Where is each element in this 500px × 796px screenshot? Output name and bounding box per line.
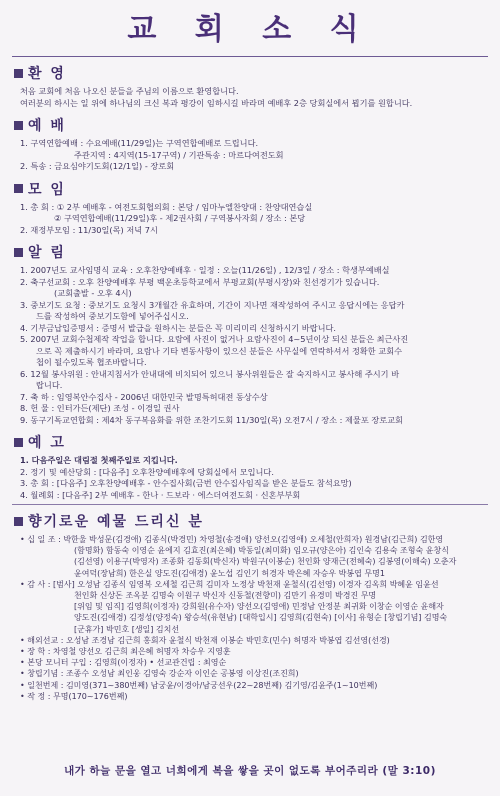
offering-item: 천인화 신상돈 조옥분 김명숙 이원구 박신자 신동철(전향미) 김만기 유경미 박경진 무명 — [74, 591, 377, 601]
preview-heading — [14, 432, 486, 452]
offering-item: • 일천번제 : 김미영(371~380번째) 남궁윤/이경아/남궁선우(22~28번째) 김기영/김윤주(1~10번째) — [20, 680, 378, 690]
worship-heading — [14, 115, 486, 135]
news-item: 9. 동구기독교연합회 : 제4차 동구복음화를 위한 조찬기도회 11/30일(목) 오전7시 / 장소 : 제물포 장로교회 — [20, 414, 403, 425]
welcome-title: 환 영 — [28, 66, 66, 82]
offering-item: • 창립기념 : 조종수 오성남 최인웅 김영숙 강순자 이인순 공봉영 이상진(조진희) — [20, 669, 299, 679]
offering-item: • 해외선교 : 오성남 조경남 김근희 홍회자 윤철식 박천재 이봉순 박민호(민수) 허명자 박봉엽 김선영(선경) — [20, 635, 390, 645]
square-bullet-icon — [14, 248, 23, 257]
news-item: 첩이 될수있도록 협조바랍니다. — [36, 357, 147, 367]
news-item: 4. 기부금납입증명서 : 증명서 발급을 원하시는 분들은 꼭 미리미리 신청하시기 바랍니다. — [20, 322, 337, 333]
meetings-item: 2. 재정부모임 : 11/30일(목) 저녁 7시 — [20, 224, 158, 235]
scripture-verse: 내가 하늘 문을 열고 너희에게 복을 쌓을 곳이 없도록 부어주리라 (말 3:10) — [64, 765, 436, 777]
offering-item: (김선영) 이용구(박영자) 조종화 김동회(박신자) 박원구(이봉순) 천인화 양재근(전혜숙) 김봉영(이해숙) 오춘자 — [74, 557, 457, 567]
worship-item: 주관지역 : 4지역(15-17구역) / 기관특송 : 마르다여전도회 — [74, 149, 284, 160]
page-title: 교 회 소 식 — [127, 12, 373, 47]
square-bullet-icon — [14, 184, 23, 193]
offering-item: [위임 및 임직] 김영희(이정자) 강희원(유수자) 양선오(김영애) 민정남 안정분 최귀화 이창순 이영순 윤해자 — [74, 602, 444, 612]
square-bullet-icon — [14, 438, 23, 447]
preview-item: 3. 총 회 : [다음주] 오후찬양예배후 - 안수집사회(금번 안수집사임직을 받은 분들도 참석요망) — [20, 478, 352, 488]
worship-item: 1. 구역연합예배 : 수요예배(11/29일)는 구역연합예배로 드립니다. — [20, 138, 259, 148]
title-divider — [12, 56, 488, 57]
news-item: 8. 헌 물 : 인터가든(제단) 조성 - 이경일 권사 — [20, 403, 180, 413]
meetings-item: 1. 총 회 : ① 2부 예배후 - 여전도회협의회 : 본당 / 임마누엘찬양대 : 찬양대연습실 — [20, 201, 313, 212]
worship-item: 2. 특송 : 금요심야기도회(12/1일) - 장로회 — [20, 161, 175, 171]
offering-item: • 장 학 : 차영철 양선오 김근희 최은혜 허명자 차승우 지영훈 — [20, 647, 231, 657]
worship-title: 예 배 — [28, 118, 66, 134]
offering-item: • 본당 모니터 구입 : 김영희(이정자) • 선교관건립 : 최영순 — [20, 658, 227, 668]
news-item: 3. 중보기도 요청 : 중보기도 요청시 3개월간 유효하며, 기간이 지나면 재작성하여 주시고 응답시에는 응답카 — [20, 299, 405, 310]
preview-item: 1. 다음주일은 대림절 첫째주일로 지킵니다. — [20, 455, 178, 465]
welcome-heading — [14, 63, 486, 83]
meetings-heading — [14, 179, 486, 199]
offering-item: (함명화) 함동숙 이영순 윤에지 김효진(최은혜) 박동일(최미화) 임오규(양은아) 김인숙 김용숙 조형숙 윤창식 — [74, 546, 449, 556]
meetings-title: 모 임 — [28, 181, 66, 198]
preview-item: 2. 정기 및 예산당회 : [다음주] 오후찬양예배후에 당회실에서 모입니다. — [20, 466, 274, 477]
preview-item: 4. 월례회 : [다음주] 2부 예배후 - 한나 · 드보라 · 에스더여전도회 · 신혼부부회 — [20, 489, 301, 500]
news-item: 2. 축구선교회 : 오후 찬양예배후 부평 백운초등학교에서 부평교회(부평시장)와 친선경기가 있습니다. — [20, 276, 380, 287]
square-bullet-icon — [14, 121, 23, 130]
news-heading — [14, 242, 486, 262]
square-bullet-icon — [14, 517, 23, 526]
section-divider — [12, 504, 488, 505]
offering-item: [군휴가] 박민호 [생일] 김치선 — [74, 624, 180, 634]
offering-item: • 작 정 : 무명(170~176번째) — [20, 691, 128, 701]
welcome-line: 처음 교회에 처음 나오신 분들을 주님의 이름으로 환영합니다. — [20, 86, 239, 96]
news-item: 으로 꼭 제출하시기 바라며, 요람나 기타 변동사항이 있으신 분들은 사무실에 연락하셔서 정확한 교회수 — [36, 345, 403, 356]
news-item: 5. 2007년 교회수첩제작 작업을 합니다. 요람에 사진이 없거나 요람사진이 4~5년이상 되신 분들은 최근사진 — [20, 334, 409, 344]
news-title: 알 림 — [28, 245, 66, 261]
news-item: 7. 축 하 : 임영복안수집사 - 2006년 대한민국 발명특허대전 동상수상 — [20, 391, 268, 402]
preview-title: 예 고 — [28, 435, 66, 451]
news-item: (교회출발 - 오후 4시) — [54, 288, 132, 298]
meetings-item: ② 구역연합예배(11/29일)후 - 제2권사회 / 구역봉사자회 / 장소 : 본당 — [54, 213, 306, 223]
news-item: 랍니다. — [36, 380, 63, 390]
offering-item: • 감 사 : [범사] 오성남 김종식 임영복 오세철 김근희 김미자 노정상 박천재 윤철식(김선영) 이경자 김옥희 박혜윤 임윤선 — [20, 579, 439, 589]
welcome-line: 여러분의 하시는 일 위에 하나님의 크신 복과 평강이 임하시길 바라며 예배후 2층 당회실에서 뵙기를 원합니다. — [20, 97, 413, 108]
news-item: 6. 12월 봉사위원 : 안내지침서가 안내대에 비치되어 있으니 봉사위원들은 잘 숙지하시고 봉사해 주시기 바 — [20, 368, 400, 379]
offering-item: 윤여덕(장남희) 한은실 양도진(김애경) 윤노섭 김인기 허경자 박은혜 자승우 박봉엽 무명1 — [74, 568, 385, 578]
offering-heading — [14, 511, 486, 531]
square-bullet-icon — [14, 69, 23, 78]
news-item: 1. 2007년도 교사임명식 교육 : 오후찬양예배후 · 일정 : 오늘(11/26일) , 12/3일 / 장소 : 학생부예배실 — [20, 265, 390, 275]
offering-item: • 십 일 조 : 박한울 박성문(김경애) 김종식(박경민) 차영철(송경애) 양선오(김영애) 오세철(안희자) 원경남(김근희) 김한영 — [20, 535, 444, 544]
news-item: 드를 작성하여 중보기도함에 넣어주십시오. — [36, 311, 189, 321]
offering-title: 향기로운 예물 드리신 분 — [28, 514, 204, 530]
offering-item: 양도진(김애경) 김정성(양정숙) 왕승석(유현남) [대학입시] 김영희(김현숙) [이사] 유형순 [창립기념] 김명숙 — [74, 613, 448, 623]
